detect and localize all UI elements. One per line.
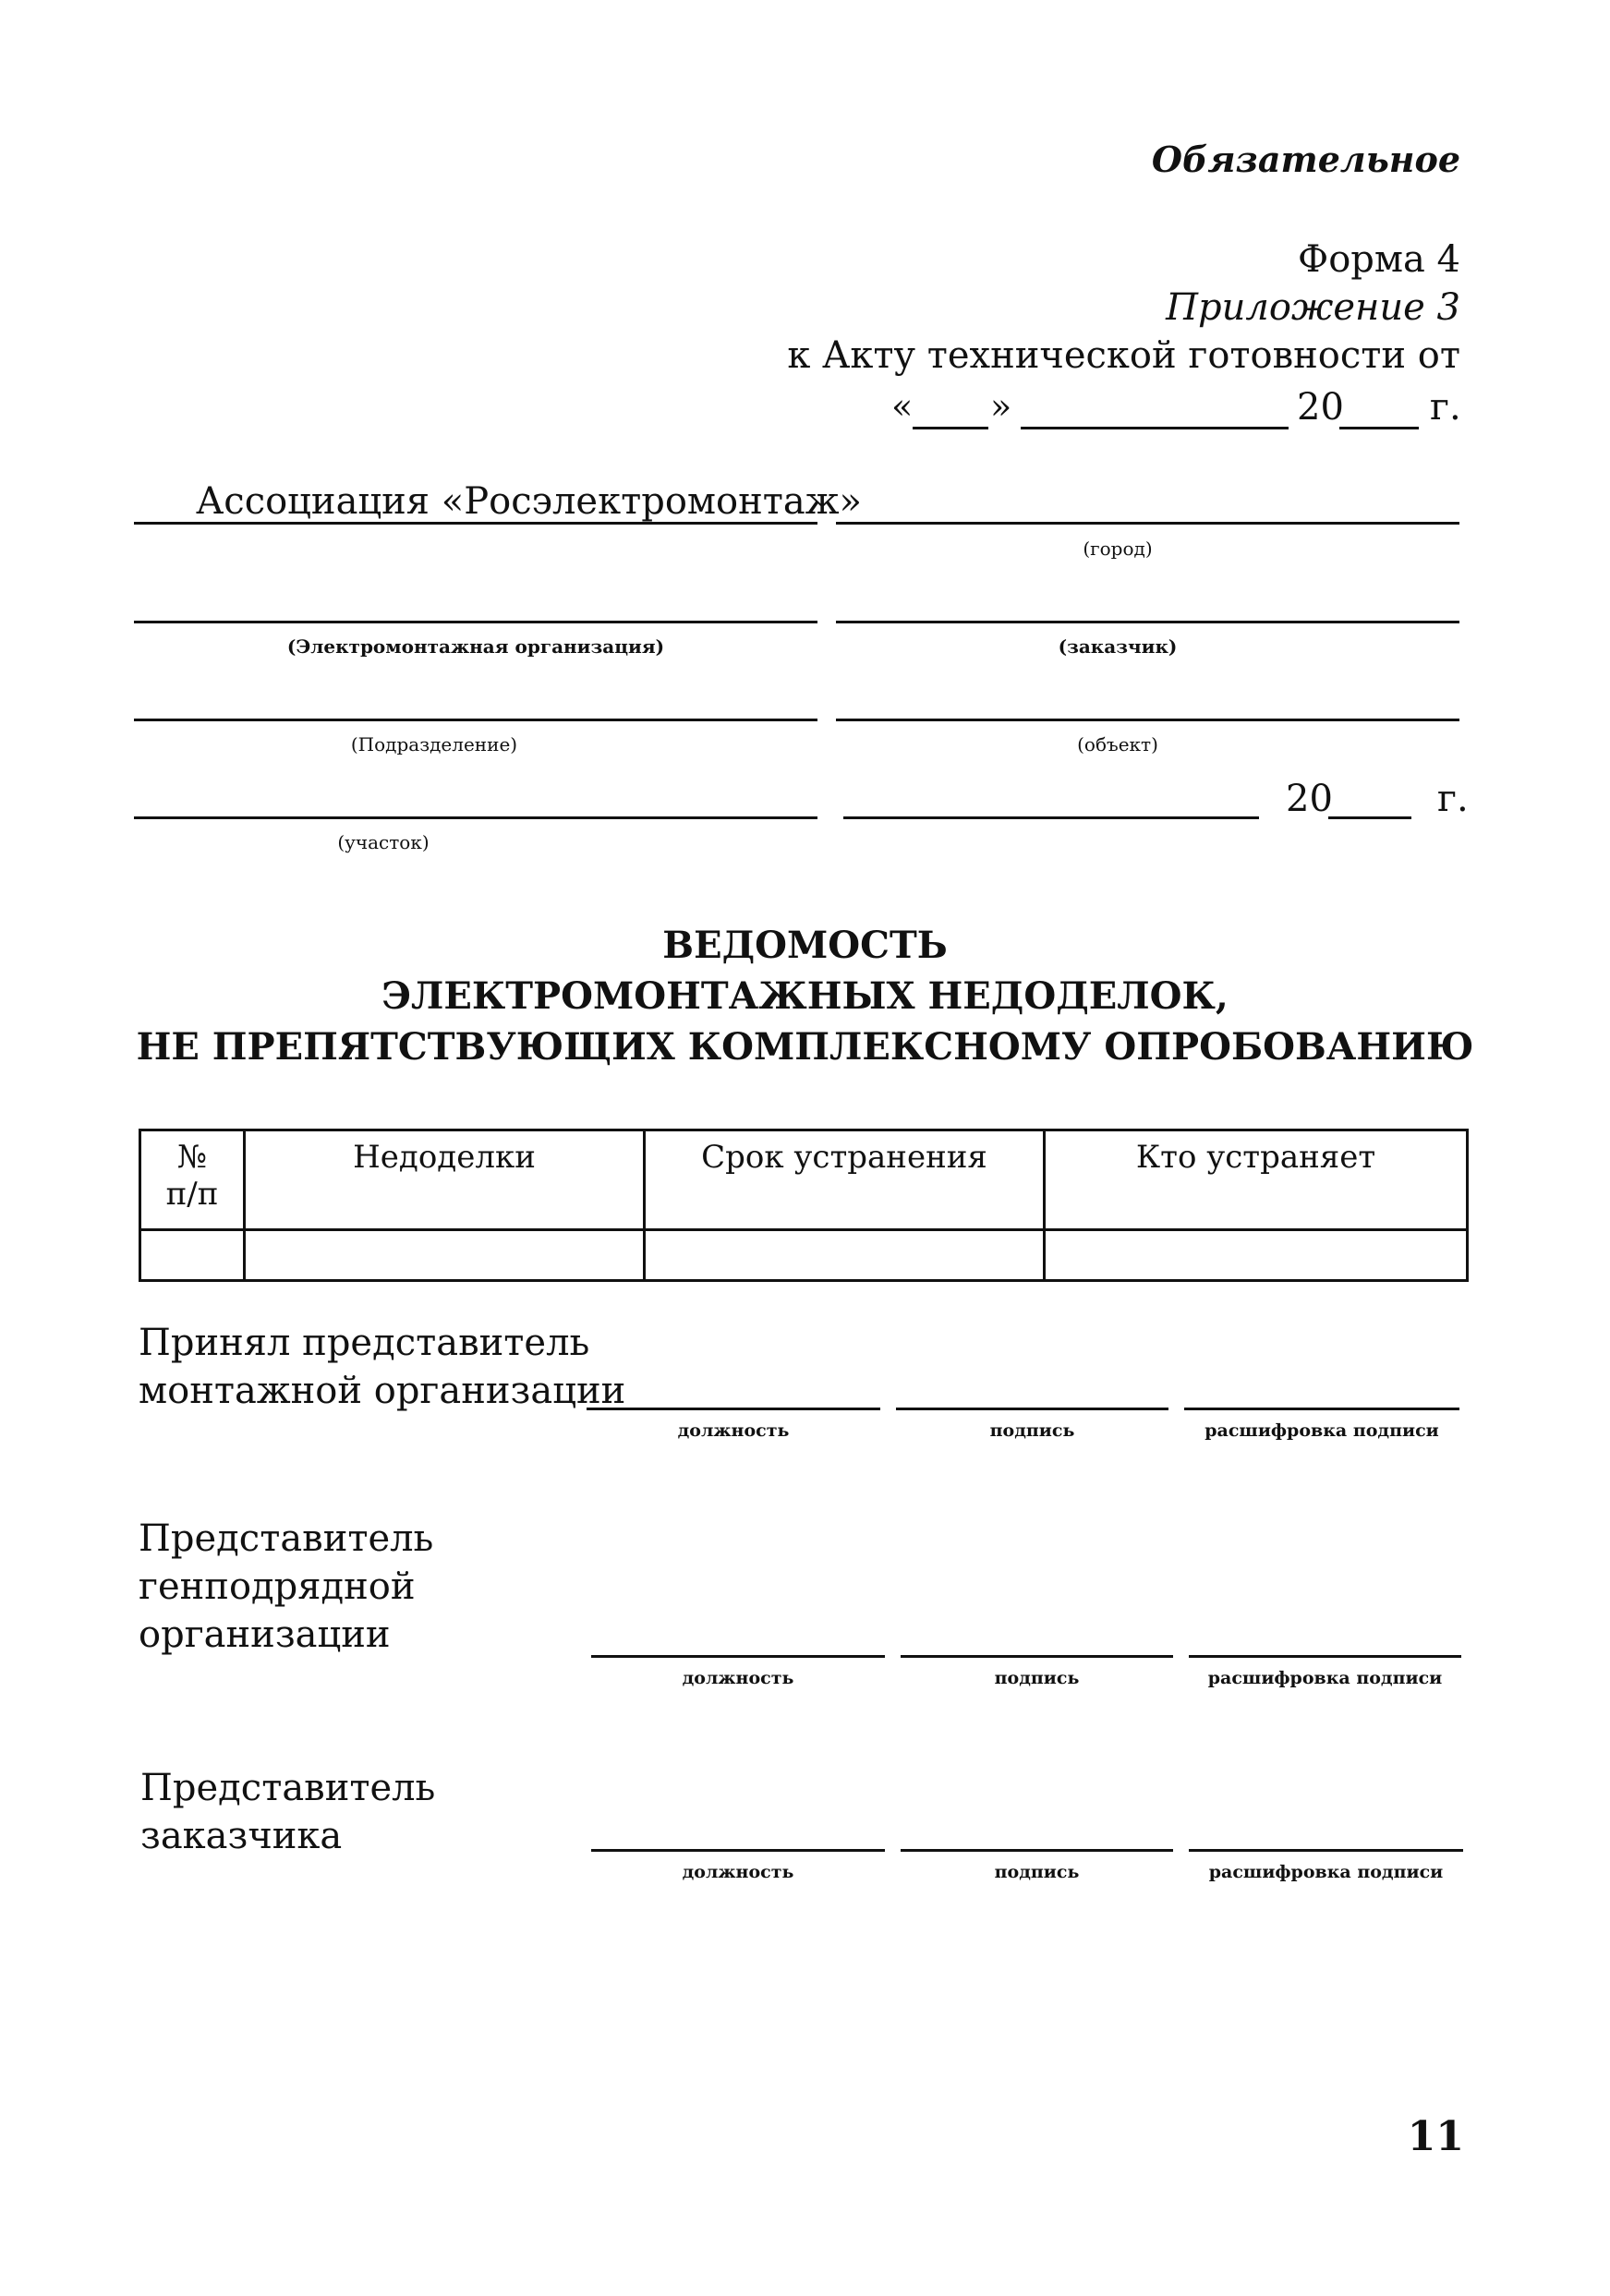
sig1-decoding-field[interactable] xyxy=(1184,1408,1459,1410)
col-num-line1: № xyxy=(176,1139,208,1176)
sig3-signature-field[interactable] xyxy=(901,1849,1173,1852)
sig1-line2: монтажной организации xyxy=(139,1370,626,1412)
sig3-line1: Представитель xyxy=(140,1767,436,1809)
sig1-line1: Принял представитель xyxy=(139,1322,590,1364)
customer-field[interactable] xyxy=(836,621,1459,623)
table-row xyxy=(140,1230,1468,1281)
doc-title-line2: ЭЛЕКТРОМОНТАЖНЫХ НЕДОДЕЛОК, xyxy=(381,974,1229,1018)
year-prefix: 20 xyxy=(1297,386,1344,429)
subdivision-caption: (Подразделение) xyxy=(350,733,518,755)
org-year-suffix: г. xyxy=(1437,778,1469,820)
sig1-position-caption: должность xyxy=(677,1420,790,1441)
date-close-quote: » xyxy=(990,386,1012,427)
customer-caption: (заказчик) xyxy=(1058,635,1178,658)
sig2-decoding-caption: расшифровка подписи xyxy=(1207,1668,1443,1688)
sig2-signature-caption: подпись xyxy=(994,1668,1080,1688)
sig3-line2: заказчика xyxy=(140,1815,343,1857)
object-caption: (объект) xyxy=(1077,733,1158,755)
sig2-line2: генподрядной xyxy=(139,1565,416,1608)
section-caption: (участок) xyxy=(337,831,430,853)
appendix-label: Приложение 3 xyxy=(1166,286,1460,329)
association-underline xyxy=(134,522,817,525)
city-caption: (город) xyxy=(1083,538,1153,560)
city-field[interactable] xyxy=(836,522,1459,525)
cell-deadline[interactable] xyxy=(645,1230,1045,1281)
section-field[interactable] xyxy=(134,816,817,819)
date-field[interactable] xyxy=(843,816,1259,819)
sig3-decoding-field[interactable] xyxy=(1189,1849,1463,1852)
act-reference: к Акту технической готовности от xyxy=(787,334,1460,377)
object-field[interactable] xyxy=(836,719,1459,721)
sig3-signature-caption: подпись xyxy=(994,1862,1080,1882)
col-header-deadline: Срок устранения xyxy=(645,1130,1045,1230)
cell-number[interactable] xyxy=(140,1230,245,1281)
electro-org-caption: (Электромонтажная организация) xyxy=(286,635,665,658)
doc-title-line3: НЕ ПРЕПЯТСТВУЮЩИХ КОМПЛЕКСНОМУ ОПРОБОВАНИЮ xyxy=(136,1025,1474,1069)
sig1-signature-caption: подпись xyxy=(989,1420,1075,1441)
page-number: 11 xyxy=(1407,2113,1464,2160)
sig2-decoding-field[interactable] xyxy=(1189,1655,1461,1658)
cell-defect[interactable] xyxy=(245,1230,645,1281)
day-blank[interactable] xyxy=(913,427,988,429)
cell-responsible[interactable] xyxy=(1045,1230,1468,1281)
sig2-line3: организации xyxy=(139,1613,391,1656)
col-header-number xyxy=(140,1130,245,1230)
col-num-line2: п/п xyxy=(165,1176,219,1213)
month-blank[interactable] xyxy=(1021,427,1289,429)
org-year-blank[interactable] xyxy=(1328,816,1411,819)
subdivision-field[interactable] xyxy=(134,719,817,721)
sig2-line1: Представитель xyxy=(139,1517,434,1560)
year-blank[interactable] xyxy=(1339,427,1419,429)
doc-title-line1: ВЕДОМОСТЬ xyxy=(662,924,948,967)
form-number: Форма 4 xyxy=(1297,238,1460,281)
association-name: Ассоциация «Росэлектромонтаж» xyxy=(196,480,863,523)
org-year-prefix: 20 xyxy=(1286,778,1333,820)
sig2-position-field[interactable] xyxy=(591,1655,885,1658)
sig1-signature-field[interactable] xyxy=(896,1408,1168,1410)
sig3-position-caption: должность xyxy=(682,1862,794,1882)
sig3-decoding-caption: расшифровка подписи xyxy=(1208,1862,1444,1882)
electro-org-field[interactable] xyxy=(134,621,817,623)
sig2-position-caption: должность xyxy=(682,1668,794,1688)
year-suffix: г. xyxy=(1430,386,1461,429)
table-header-row xyxy=(140,1130,1468,1230)
sig1-decoding-caption: расшифровка подписи xyxy=(1204,1420,1439,1441)
mandatory-label: Обязательное xyxy=(1151,139,1460,180)
date-open-quote: « xyxy=(891,386,914,427)
sig3-position-field[interactable] xyxy=(591,1849,885,1852)
col-header-defects: Недоделки xyxy=(245,1130,645,1230)
sig2-signature-field[interactable] xyxy=(901,1655,1173,1658)
sig1-position-field[interactable] xyxy=(587,1408,880,1410)
defects-table xyxy=(139,1129,1469,1282)
col-header-responsible: Кто устраняет xyxy=(1045,1130,1468,1230)
